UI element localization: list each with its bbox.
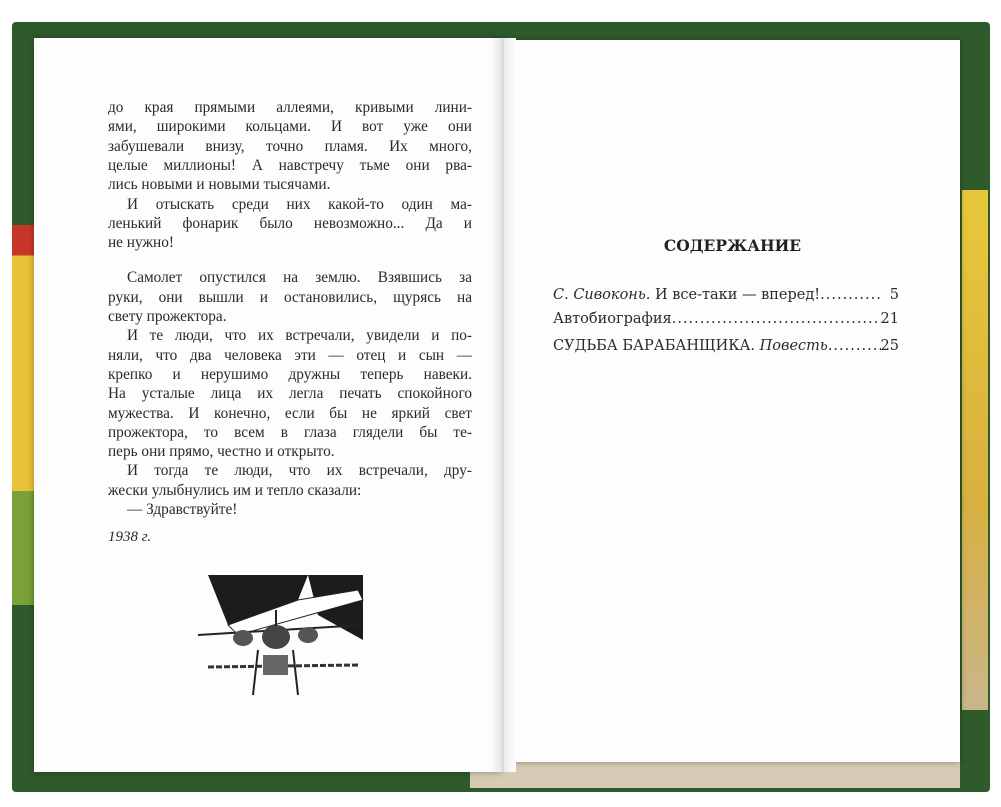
text-line: ями, широкими кольцами. И вот уже они [108,118,472,136]
text-line: На усталые лица их легла печать спокойного [108,385,472,403]
book-gutter [490,38,516,772]
text-line: целые миллионы! А навстречу тьме они рва- [108,156,472,174]
text-line: забушевали внизу, точно пламя. Их много, [108,137,472,155]
toc-entry-title: СУДЬБА БАРАБАНЩИКА. [553,338,756,354]
text-line: Самолет опустился на землю. Взявшись за [127,269,472,287]
toc-entry-subtitle: Повесть [759,338,828,354]
toc-author: С. Сивоконь. [553,287,651,303]
text-line: И те люди, что их встречали, увидели и по- [127,327,472,345]
text-line: крепко и нерушимо дружны теперь навеки. [108,365,472,383]
toc-page: 5 [889,287,899,303]
toc-entry[interactable] [553,287,899,303]
toc-title: СОДЕРЖАНИЕ [663,236,802,255]
story-date: 1938 г. [108,529,152,545]
toc-entry-title: И все-таки — вперед! [654,287,821,303]
text-line: до края прямыми аллеями, кривыми лини- [108,99,472,116]
text-line: няли, что два человека эти — отец и сын — [108,346,472,364]
toc-entry[interactable] [553,338,899,354]
toc-page: 21 [880,311,899,327]
text-line: не нужно! [108,234,174,252]
airplane-illustration [198,570,368,700]
text-line: И отыскать среди них какой-то один ма- [127,195,472,213]
text-line: мужества. И конечно, если бы не яркий свет [108,404,472,422]
toc-entry[interactable] [553,311,899,327]
right-page [505,40,960,762]
cover-stripe-left [12,225,34,605]
toc-page: 25 [880,338,899,354]
text-line: лись новыми и новыми тысячами. [108,176,331,194]
cover-stripe-right [962,190,988,710]
text-line: И тогда те люди, что их встречали, дру- [127,462,472,480]
text-line: перь они прямо, честно и открыто. [108,443,335,461]
text-line: руки, они вышли и остановились, щурясь на [108,288,472,306]
toc-entry-title: Автобиография [553,311,672,327]
text-line: прожектора, то всем в глаза глядели бы те- [108,423,472,441]
text-line: жески улыбнулись им и тепло сказали: [108,481,362,499]
text-line: ленький фонарик было невозможно... Да и [108,214,472,232]
text-line: — Здравствуйте! [127,501,238,518]
text-line: свету прожектора. [108,308,227,325]
